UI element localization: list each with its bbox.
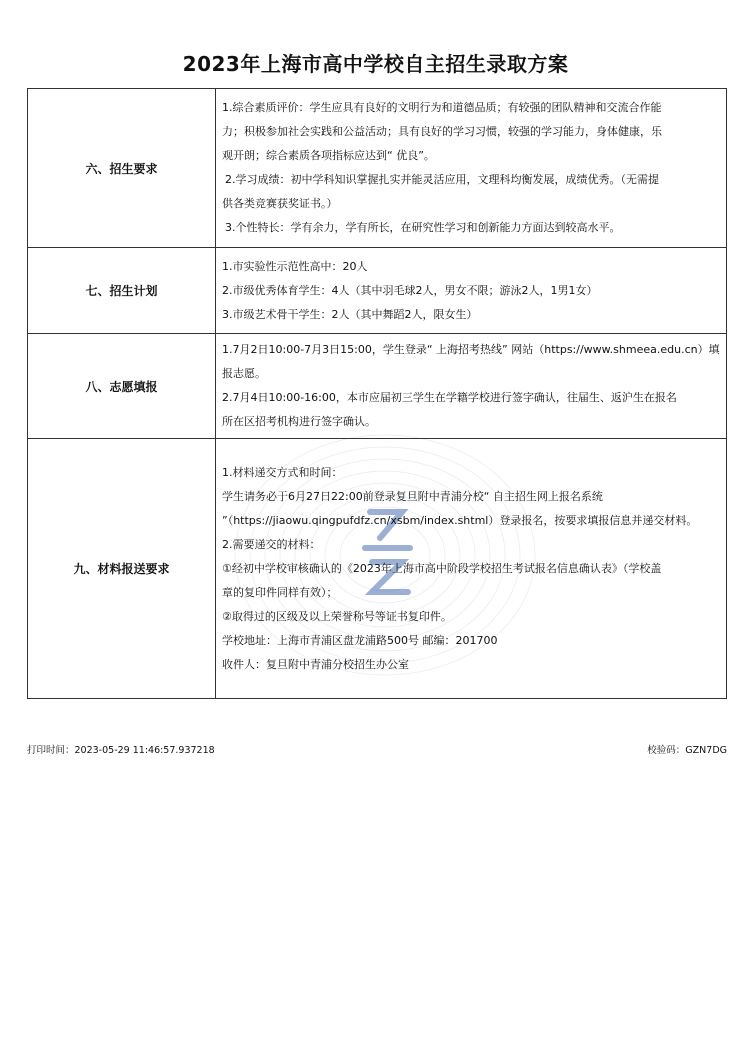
section-label: 六、招生要求	[28, 89, 216, 248]
section-label: 九、材料报送要求	[28, 439, 216, 699]
content-line: 收件人：复旦附中青浦分校招生办公室	[222, 657, 409, 671]
table-row	[28, 439, 727, 699]
table-row	[28, 334, 727, 439]
content-line: 1.7月2日10:00-7月3日15:00，学生登录“ 上海招考热线” 网站（https://www.shmeea.edu.cn）填	[222, 343, 720, 356]
print-time: 打印时间：2023-05-29 11:46:57.937218	[27, 745, 215, 756]
content-line: 观开朗；综合素质各项指标应达到“ 优良”。	[222, 149, 435, 162]
section-label: 七、招生计划	[28, 248, 216, 334]
content-line: 2.学习成绩：初中学科知识掌握扎实并能灵活应用，文理科均衡发展，成绩优秀。（无需提	[225, 173, 659, 186]
content-line: 供各类竞赛获奖证书。）	[222, 197, 338, 210]
content-line: 3.市级艺术骨干学生：2人（其中舞蹈2人，限女生）	[222, 307, 478, 321]
content-line: 2.7月4日10:00-16:00，本市应届初三学生在学籍学校进行签字确认，往届生、返沪生在报名	[222, 391, 677, 404]
content-line: ①经初中学校审核确认的《2023年上海市高中阶段学校招生考试报名信息确认表》（学校盖	[222, 561, 662, 575]
content-line: 1.市实验性示范性高中：20人	[222, 259, 368, 273]
content-line: 所在区招考机构进行签字确认。	[222, 415, 376, 428]
table-row	[28, 248, 727, 334]
content-line: 2.需要递交的材料：	[222, 537, 321, 551]
content-line: 1.材料递交方式和时间：	[222, 465, 343, 479]
content-line: 报志愿。	[222, 367, 266, 380]
page-title: 2023年上海市高中学校自主招生录取方案	[182, 52, 569, 76]
section-content	[216, 248, 727, 334]
section-content	[216, 89, 727, 248]
content-line: 章的复印件同样有效）；	[222, 585, 338, 599]
content-line: 学生请务必于6月27日22:00前登录复旦附中青浦分校“ 自主招生网上报名系统	[222, 489, 603, 503]
section-content	[216, 334, 727, 439]
content-line: ”（https://jiaowu.qingpufdfz.cn/xsbm/index.shtml）登录报名，按要求填报信息并递交材料。	[222, 513, 698, 527]
section-label: 八、志愿填报	[28, 334, 216, 439]
content-line: 3.个性特长：学有余力，学有所长，在研究性学习和创新能力方面达到较高水平。	[225, 221, 621, 234]
content-line: 学校地址：上海市青浦区盘龙浦路500号 邮编：201700	[222, 633, 498, 647]
content-line: 2.市级优秀体育学生：4人（其中羽毛球2人，男女不限；游泳2人，1男1女）	[222, 283, 598, 297]
content-line: ②取得过的区级及以上荣誉称号等证书复印件。	[222, 609, 452, 623]
content-line: 1.综合素质评价：学生应具有良好的文明行为和道德品质；有较强的团队精神和交流合作能	[222, 101, 662, 114]
content-line: 力；积极参加社会实践和公益活动；具有良好的学习习惯，较强的学习能力，身体健康，乐	[222, 125, 662, 138]
verify-code: 校验码：GZN7DG	[647, 745, 727, 756]
table-row	[28, 89, 727, 248]
admission-table	[27, 88, 727, 699]
section-content	[216, 439, 727, 699]
